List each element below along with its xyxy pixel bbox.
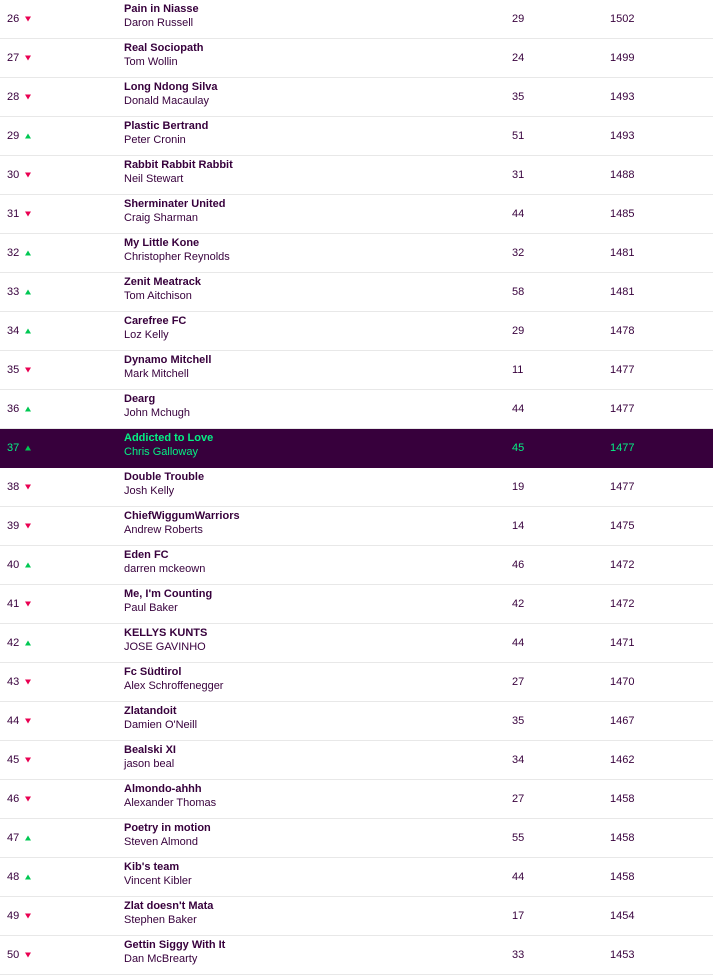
total-points: 1481 [610, 247, 635, 259]
rank: 30 [7, 169, 20, 181]
table-row[interactable] [0, 858, 713, 897]
manager-name: John Mchugh [124, 407, 191, 419]
table-row[interactable] [0, 585, 713, 624]
total-points: 1485 [610, 208, 635, 220]
total-points: 1467 [610, 715, 635, 727]
arrow-up-icon [25, 446, 31, 451]
manager-name: Alex Schroffenegger [124, 680, 224, 692]
manager-name: Craig Sharman [124, 212, 198, 224]
team-cell [124, 782, 216, 810]
team-name-link[interactable]: Long Ndong Silva [124, 81, 218, 93]
gameweek-points: 34 [512, 754, 525, 766]
arrow-down-icon [25, 524, 31, 529]
arrow-up-icon [25, 251, 31, 256]
team-cell [124, 41, 203, 69]
manager-name: Tom Wollin [124, 56, 178, 68]
team-cell [124, 275, 201, 303]
gameweek-points: 29 [512, 13, 525, 25]
gameweek-points: 24 [512, 52, 525, 64]
manager-name: Vincent Kibler [124, 875, 192, 887]
manager-name: Donald Macaulay [124, 95, 209, 107]
total-points: 1475 [610, 520, 635, 532]
team-cell [124, 470, 204, 498]
team-name-link[interactable]: Real Sociopath [124, 42, 204, 54]
manager-name: Andrew Roberts [124, 524, 203, 536]
total-points: 1477 [610, 403, 635, 415]
table-row[interactable] [0, 897, 713, 936]
manager-name: jason beal [124, 758, 175, 770]
table-row[interactable] [0, 351, 713, 390]
arrow-down-icon [25, 95, 31, 100]
rank: 44 [7, 715, 20, 727]
table-row[interactable] [0, 546, 713, 585]
gameweek-points: 55 [512, 832, 525, 844]
arrow-down-icon [25, 602, 31, 607]
team-cell [124, 743, 176, 771]
arrow-down-icon [25, 797, 31, 802]
rank: 43 [7, 676, 20, 688]
rank: 35 [7, 364, 20, 376]
team-cell [124, 119, 208, 147]
rank: 40 [7, 559, 20, 571]
arrow-down-icon [25, 485, 31, 490]
gameweek-points: 44 [512, 403, 525, 415]
gameweek-points: 17 [512, 910, 525, 922]
team-name-link[interactable]: Kib's team [124, 861, 180, 873]
team-cell [124, 938, 225, 966]
rank: 45 [7, 754, 20, 766]
manager-name: Dan McBrearty [124, 953, 198, 965]
team-name-link[interactable]: Double Trouble [124, 471, 205, 483]
arrow-up-icon [25, 329, 31, 334]
total-points: 1472 [610, 559, 635, 571]
gameweek-points: 27 [512, 676, 525, 688]
table-row[interactable] [0, 936, 713, 975]
table-row[interactable] [0, 312, 713, 351]
team-cell [124, 509, 240, 537]
gameweek-points: 32 [512, 247, 525, 259]
table-row[interactable] [0, 507, 713, 546]
rank: 33 [7, 286, 20, 298]
gameweek-points: 42 [512, 598, 525, 610]
manager-name: Peter Cronin [124, 134, 186, 146]
rank: 36 [7, 403, 20, 415]
team-cell [124, 431, 213, 459]
team-name-link[interactable]: Pain in Niasse [124, 3, 199, 15]
rank: 39 [7, 520, 20, 532]
rank: 37 [7, 442, 20, 454]
team-name-link[interactable]: Dearg [124, 393, 156, 405]
manager-name: darren mckeown [124, 563, 206, 575]
manager-name: Paul Baker [124, 602, 178, 614]
rank: 48 [7, 871, 20, 883]
team-name-link[interactable]: Fc Südtirol [124, 666, 182, 678]
manager-name: Neil Stewart [124, 173, 184, 185]
rank: 46 [7, 793, 20, 805]
team-cell [124, 2, 199, 30]
team-name-link[interactable]: Sherminater United [124, 198, 226, 210]
rank: 29 [7, 130, 20, 142]
gameweek-points: 58 [512, 286, 525, 298]
table-row[interactable] [0, 273, 713, 312]
rank: 38 [7, 481, 20, 493]
manager-name: Tom Aitchison [124, 290, 192, 302]
manager-name: Daron Russell [124, 17, 194, 29]
total-points: 1477 [610, 364, 635, 376]
manager-name: Damien O'Neill [124, 719, 198, 731]
rank: 50 [7, 949, 20, 961]
total-points: 1458 [610, 871, 635, 883]
team-name-link[interactable]: Almondo-ahhh [124, 783, 202, 795]
table-row[interactable] [0, 468, 713, 507]
gameweek-points: 14 [512, 520, 525, 532]
total-points: 1478 [610, 325, 635, 337]
arrow-down-icon [25, 368, 31, 373]
team-name-link[interactable]: Gettin Siggy With It [124, 939, 226, 951]
team-name-link[interactable]: Poetry in motion [124, 822, 211, 834]
manager-name: Loz Kelly [124, 329, 169, 341]
table-row[interactable] [0, 78, 713, 117]
team-name-link[interactable]: ChiefWiggumWarriors [124, 510, 240, 522]
total-points: 1477 [610, 481, 635, 493]
rank: 32 [7, 247, 20, 259]
manager-name: JOSE GAVINHO [124, 641, 206, 653]
total-points: 1493 [610, 91, 635, 103]
team-cell [124, 587, 212, 615]
arrow-down-icon [25, 680, 31, 685]
arrow-up-icon [25, 836, 31, 841]
team-name-link[interactable]: Eden FC [124, 549, 169, 561]
gameweek-points: 11 [512, 364, 524, 376]
team-name-link[interactable]: Carefree FC [124, 315, 187, 327]
arrow-down-icon [25, 173, 31, 178]
team-name-link[interactable]: Bealski XI [124, 744, 176, 756]
gameweek-points: 44 [512, 208, 525, 220]
table-row[interactable] [0, 117, 713, 156]
team-cell [124, 392, 190, 420]
table-row[interactable] [0, 234, 713, 273]
total-points: 1493 [610, 130, 635, 142]
total-points: 1458 [610, 832, 635, 844]
table-row[interactable] [0, 624, 713, 663]
gameweek-points: 27 [512, 793, 525, 805]
manager-name: Steven Almond [124, 836, 198, 848]
rank: 49 [7, 910, 20, 922]
team-cell [124, 353, 211, 381]
team-cell [124, 899, 213, 927]
arrow-up-icon [25, 290, 31, 295]
total-points: 1477 [610, 442, 635, 454]
team-name-link[interactable]: Zenit Meatrack [124, 276, 202, 288]
gameweek-points: 35 [512, 91, 525, 103]
total-points: 1462 [610, 754, 635, 766]
gameweek-points: 33 [512, 949, 525, 961]
team-name-link[interactable]: Rabbit Rabbit Rabbit [124, 159, 233, 171]
table-row[interactable] [0, 429, 713, 468]
team-name-link[interactable]: Me, I'm Counting [124, 588, 213, 600]
gameweek-points: 31 [512, 169, 525, 181]
rank: 42 [7, 637, 20, 649]
rank: 28 [7, 91, 20, 103]
arrow-down-icon [25, 914, 31, 919]
table-row[interactable] [0, 0, 713, 39]
table-row[interactable] [0, 39, 713, 78]
total-points: 1454 [610, 910, 635, 922]
team-name-link[interactable]: My Little Kone [124, 237, 200, 249]
table-row[interactable] [0, 156, 713, 195]
team-name-link[interactable]: KELLYS KUNTS [124, 627, 208, 639]
manager-name: Mark Mitchell [124, 368, 189, 380]
team-cell [124, 704, 197, 732]
total-points: 1472 [610, 598, 635, 610]
gameweek-points: 35 [512, 715, 525, 727]
arrow-up-icon [25, 407, 31, 412]
arrow-down-icon [25, 56, 31, 61]
rank: 31 [7, 208, 20, 220]
arrow-up-icon [25, 875, 31, 880]
table-row[interactable] [0, 741, 713, 780]
gameweek-points: 45 [512, 442, 525, 454]
rank: 26 [7, 13, 20, 25]
manager-name: Josh Kelly [124, 485, 175, 497]
arrow-down-icon [25, 212, 31, 217]
rank: 27 [7, 52, 20, 64]
table-row[interactable] [0, 702, 713, 741]
team-cell [124, 548, 205, 576]
gameweek-points: 46 [512, 559, 525, 571]
manager-name: Alexander Thomas [124, 797, 217, 809]
arrow-down-icon [25, 719, 31, 724]
table-row[interactable] [0, 390, 713, 429]
gameweek-points: 29 [512, 325, 525, 337]
total-points: 1502 [610, 13, 635, 25]
team-name-link[interactable]: Dynamo Mitchell [124, 354, 212, 366]
rank: 41 [7, 598, 20, 610]
team-cell [124, 197, 225, 225]
gameweek-points: 19 [512, 481, 525, 493]
team-cell [124, 860, 192, 888]
rank: 34 [7, 325, 20, 337]
manager-name: Christopher Reynolds [124, 251, 230, 263]
table-row[interactable] [0, 819, 713, 858]
manager-name: Chris Galloway [124, 446, 198, 458]
team-name-link[interactable]: Zlatandoit [124, 705, 177, 717]
team-cell [124, 314, 186, 342]
arrow-up-icon [25, 563, 31, 568]
gameweek-points: 44 [512, 871, 525, 883]
total-points: 1488 [610, 169, 635, 181]
table-row[interactable] [0, 780, 713, 819]
team-cell [124, 158, 233, 186]
rank: 47 [7, 832, 20, 844]
total-points: 1499 [610, 52, 635, 64]
team-cell [124, 236, 230, 264]
arrow-up-icon [25, 641, 31, 646]
table-row[interactable] [0, 195, 713, 234]
arrow-up-icon [25, 134, 31, 139]
gameweek-points: 44 [512, 637, 525, 649]
arrow-down-icon [25, 17, 31, 22]
arrow-down-icon [25, 758, 31, 763]
team-name-link[interactable]: Plastic Bertrand [124, 120, 209, 132]
team-cell [124, 626, 207, 654]
team-name-link[interactable]: Zlat doesn't Mata [124, 900, 214, 912]
arrow-down-icon [25, 953, 31, 958]
total-points: 1470 [610, 676, 635, 688]
manager-name: Stephen Baker [124, 914, 197, 926]
team-cell [124, 80, 218, 108]
total-points: 1458 [610, 793, 635, 805]
table-row[interactable] [0, 663, 713, 702]
team-cell [124, 665, 223, 693]
total-points: 1481 [610, 286, 635, 298]
team-cell [124, 821, 211, 849]
team-name-link[interactable]: Addicted to Love [124, 432, 214, 444]
total-points: 1453 [610, 949, 635, 961]
total-points: 1471 [610, 637, 635, 649]
gameweek-points: 51 [512, 130, 525, 142]
